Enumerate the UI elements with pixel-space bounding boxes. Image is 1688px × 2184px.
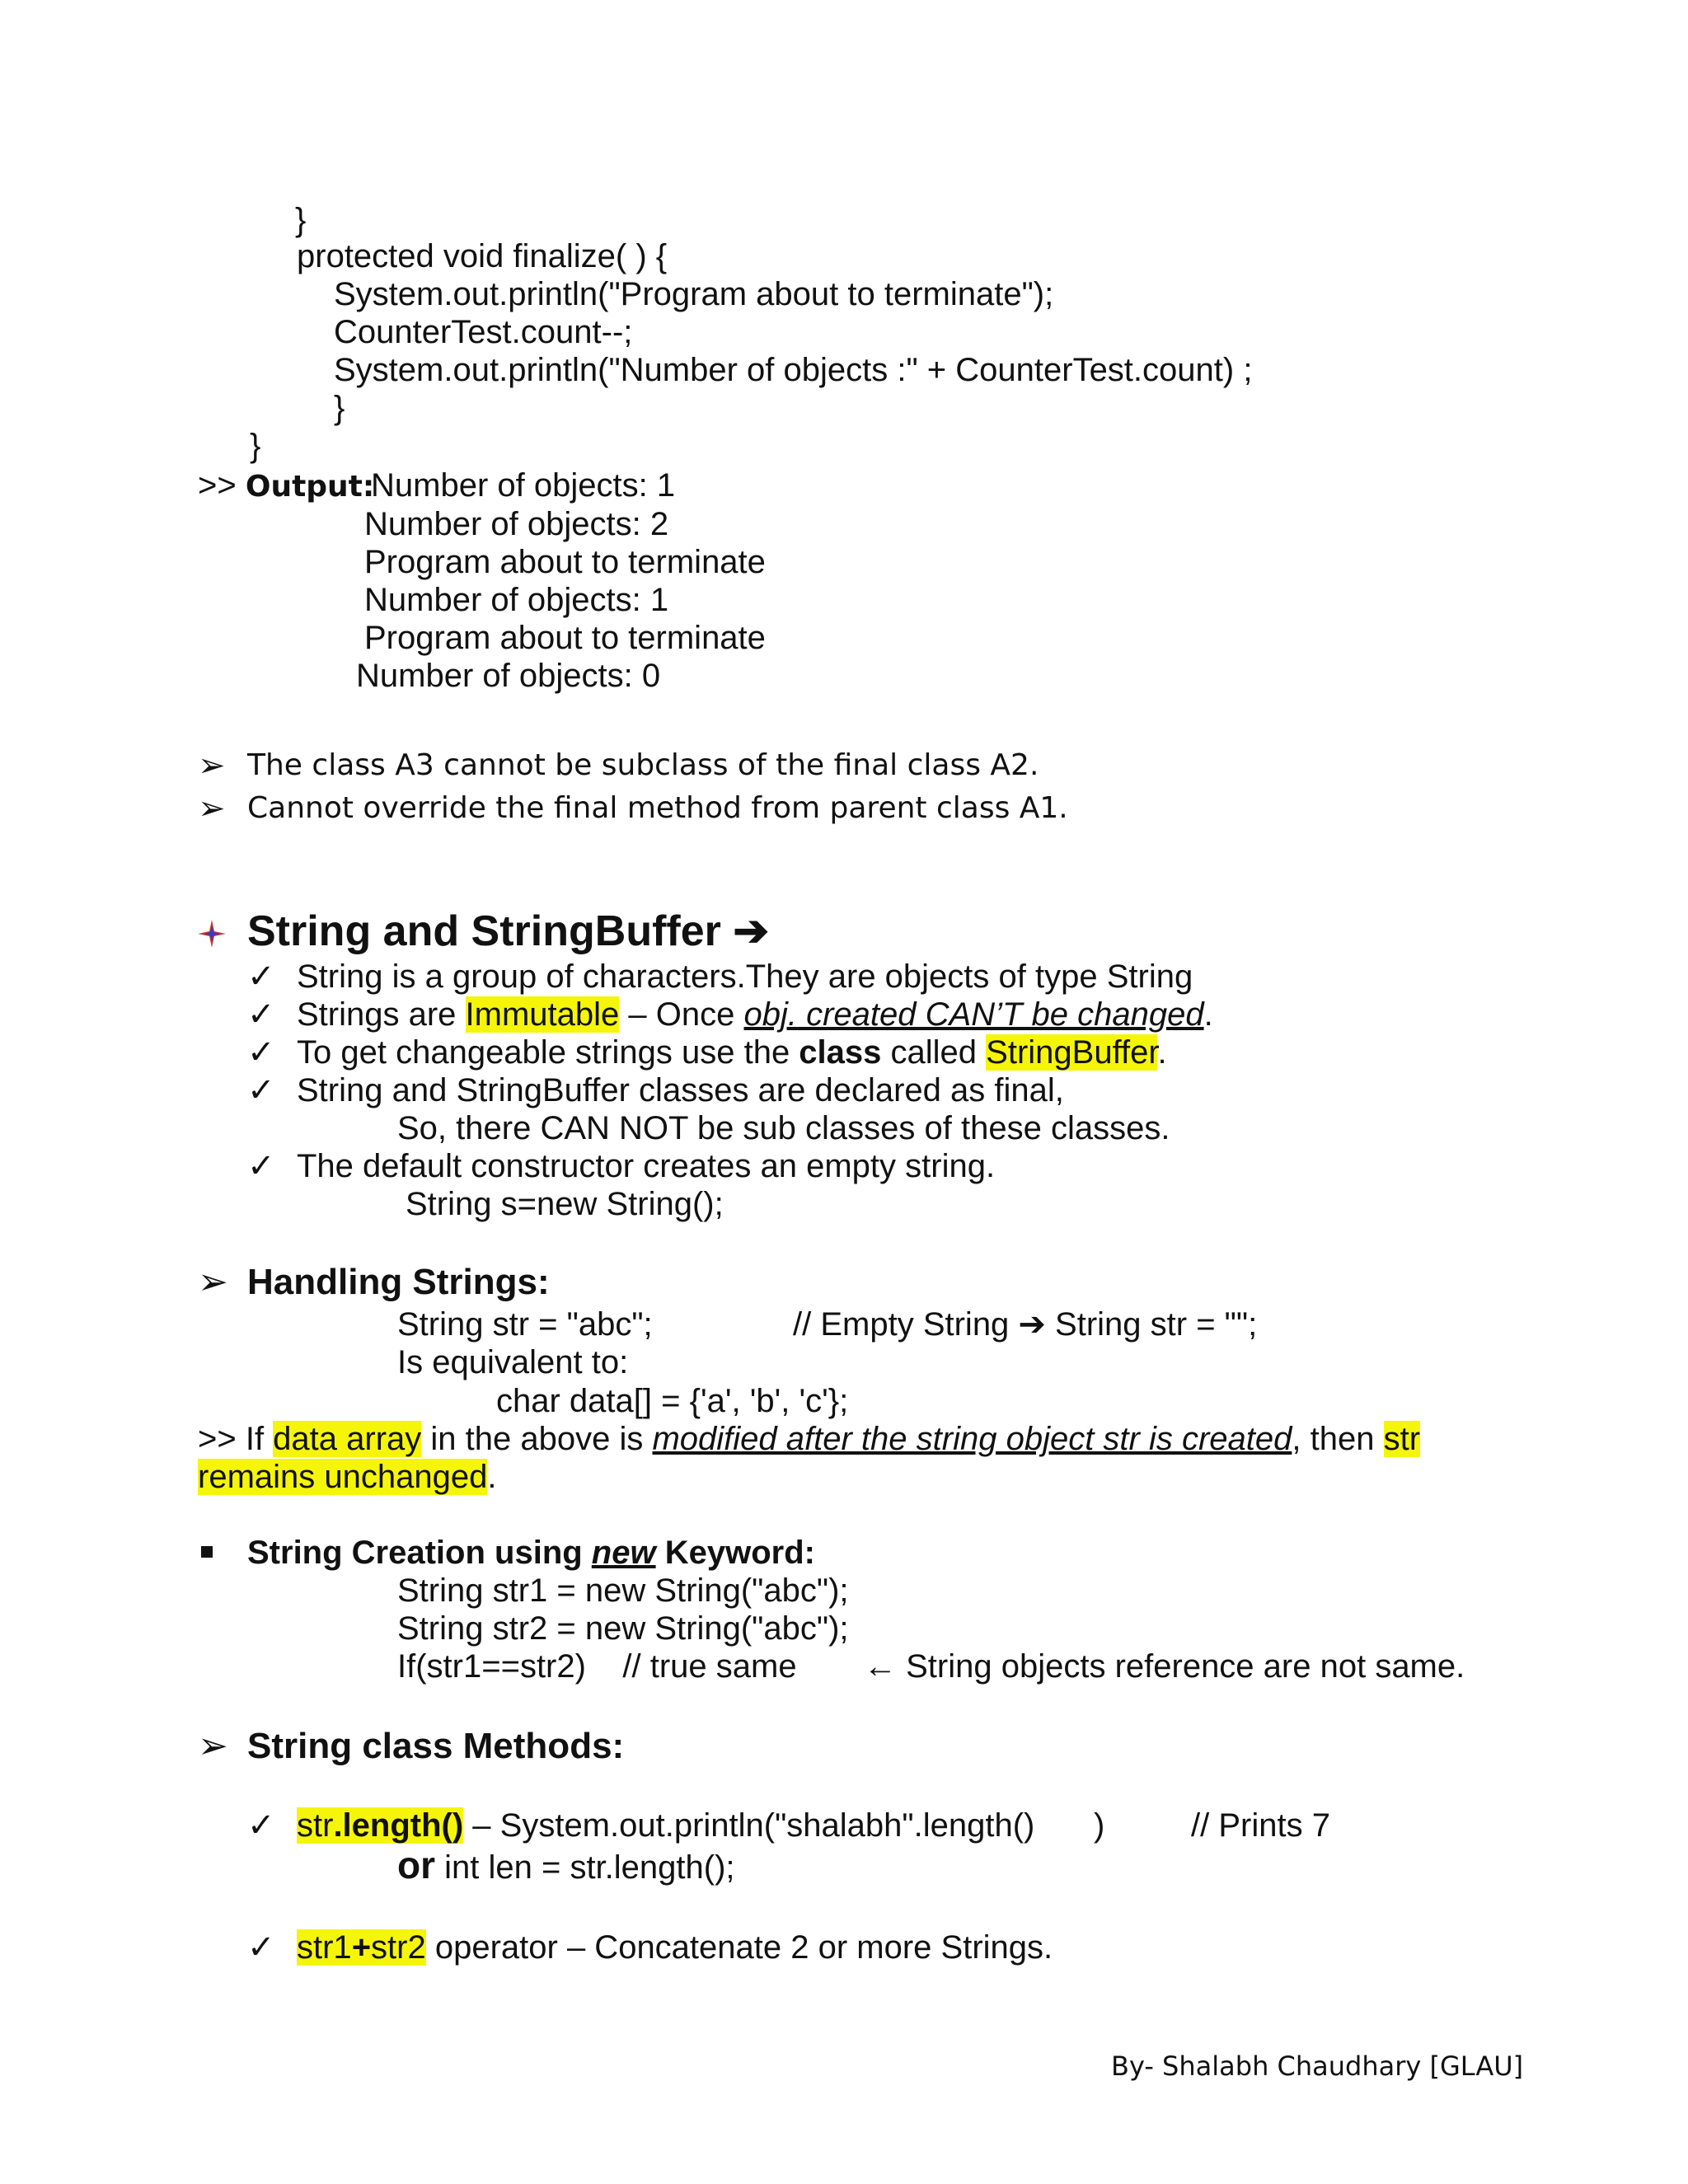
or-text: or xyxy=(397,1844,435,1886)
text-span: int len = str.length(); xyxy=(435,1849,735,1886)
code-line: char data[] = {'a', 'b', 'c'}; xyxy=(496,1383,849,1419)
code-line: Is equivalent to: xyxy=(397,1344,629,1380)
section-title-handling: Handling Strings: xyxy=(247,1262,550,1302)
output-line: Number of objects: 0 xyxy=(356,658,661,694)
highlight-stringbuffer: StringBuffer xyxy=(986,1034,1158,1071)
code-println-terminate: System.out.println("Program about to terminate"); xyxy=(334,276,1054,312)
creation-note: ← String objects reference are not same. xyxy=(864,1648,1465,1685)
highlight-str2: str2 xyxy=(371,1929,426,1966)
code-close-brace: } xyxy=(334,390,345,426)
checkmark-icon: ✓ xyxy=(247,958,275,995)
string-item-continuation: So, there CAN NOT be sub classes of these classes. xyxy=(397,1110,1170,1146)
code-line: If(str1==str2) // true same xyxy=(397,1648,797,1685)
method-concat xyxy=(297,1929,1053,1966)
output-prefix: >> xyxy=(198,467,246,504)
text-span: operator – Concatenate 2 or more Strings. xyxy=(425,1929,1053,1966)
highlight-plus: + xyxy=(351,1929,372,1966)
section-title-methods: String class Methods: xyxy=(247,1726,625,1766)
string-item: The default constructor creates an empty string. xyxy=(297,1148,996,1184)
output-label-text: Output: xyxy=(245,470,375,504)
code-line: String str2 = new String("abc"); xyxy=(397,1610,849,1647)
string-item: String and StringBuffer classes are declared as final, xyxy=(297,1072,1064,1108)
four-point-star-icon xyxy=(198,920,226,948)
text-span: // Empty String xyxy=(793,1306,1019,1343)
highlight-data-array: data array xyxy=(273,1421,422,1457)
text-span: , then xyxy=(1292,1421,1384,1457)
square-bullet-icon xyxy=(201,1546,213,1558)
checkmark-icon: ✓ xyxy=(247,1072,275,1108)
code-comment xyxy=(793,1305,1257,1343)
string-item xyxy=(297,996,1213,1033)
text-span: . xyxy=(1203,996,1213,1033)
code-line: String str1 = new String("abc"); xyxy=(397,1572,849,1609)
highlight-immutable: Immutable xyxy=(465,996,620,1033)
highlight-remains-unchanged: remains unchanged xyxy=(198,1459,488,1495)
text-span: String Creation using xyxy=(247,1535,592,1571)
text-span: String str = ""; xyxy=(1045,1306,1258,1343)
text-span: To get changeable strings use the xyxy=(297,1034,799,1071)
checkmark-icon: ✓ xyxy=(247,1929,275,1966)
section-title-string xyxy=(247,907,769,956)
code-finalize-signature: protected void finalize( ) { xyxy=(297,238,668,274)
page-footer: By- Shalabh Chaudhary [GLAU] xyxy=(1111,2050,1524,2082)
checkmark-icon: ✓ xyxy=(247,996,275,1033)
highlight-str: str xyxy=(1383,1421,1421,1457)
method-paren: ) xyxy=(1094,1807,1105,1844)
code-println-count: System.out.println("Number of objects :" + CounterTest.count) ; xyxy=(334,352,1253,388)
code-line: String str = "abc"; xyxy=(397,1306,653,1343)
text-span: . xyxy=(487,1459,497,1495)
output-line: Number of objects: 1 xyxy=(371,467,676,504)
bold-text: class xyxy=(799,1034,882,1071)
arrow-bullet-icon: ➢ xyxy=(198,1726,228,1766)
arrow-bullet-icon: ➢ xyxy=(198,748,226,784)
text-span: >> If xyxy=(198,1421,274,1457)
text-span: – Once xyxy=(619,996,744,1033)
method-length xyxy=(297,1807,1034,1844)
text-span: in the above is xyxy=(421,1421,653,1457)
emphasis-text: modified after the string object str is created xyxy=(652,1421,1292,1457)
text-span: – System.out.println("shalabh".length() xyxy=(463,1807,1035,1844)
bullet-final-class: The class A3 cannot be subclass of the final class A2. xyxy=(247,748,1039,782)
highlight-str: str xyxy=(297,1807,334,1844)
section-title-text: String and StringBuffer xyxy=(247,907,721,955)
code-line: String s=new String(); xyxy=(406,1186,724,1222)
keyword-new: new xyxy=(591,1535,656,1571)
method-length-alt xyxy=(397,1846,735,1886)
subsection-title-creation xyxy=(247,1534,815,1572)
handling-note-continuation xyxy=(198,1458,496,1496)
text-span: . xyxy=(1157,1034,1167,1071)
code-count-decrement: CounterTest.count--; xyxy=(334,314,633,350)
string-item: String is a group of characters.They are objects of type String xyxy=(297,958,1193,995)
method-comment: // Prints 7 xyxy=(1191,1807,1330,1844)
output-label xyxy=(198,466,374,506)
bullet-final-method: Cannot override the final method from parent class A1. xyxy=(247,791,1068,825)
code-close-brace: } xyxy=(250,428,261,464)
right-arrow-icon: ➔ xyxy=(733,907,769,955)
string-item xyxy=(297,1033,1167,1071)
checkmark-icon: ✓ xyxy=(247,1034,275,1071)
emphasis-text: obj. created CAN’T be changed xyxy=(743,996,1204,1033)
text-span: Keyword: xyxy=(655,1535,815,1571)
text-span: called xyxy=(881,1034,987,1071)
checkmark-icon: ✓ xyxy=(247,1148,275,1184)
arrow-bullet-icon: ➢ xyxy=(198,790,226,827)
output-line: Number of objects: 2 xyxy=(364,506,669,542)
code-close-brace: } xyxy=(295,202,307,238)
right-arrow-icon: ➔ xyxy=(1018,1306,1046,1343)
highlight-str1: str1 xyxy=(297,1929,352,1966)
arrow-bullet-icon: ➢ xyxy=(198,1262,228,1302)
output-line: Number of objects: 1 xyxy=(364,582,669,618)
text-span: Strings are xyxy=(297,996,466,1033)
checkmark-icon: ✓ xyxy=(247,1807,275,1844)
output-line: Program about to terminate xyxy=(364,620,766,656)
output-line: Program about to terminate xyxy=(364,544,766,580)
highlight-length: .length() xyxy=(333,1807,464,1844)
handling-note xyxy=(198,1420,1420,1458)
